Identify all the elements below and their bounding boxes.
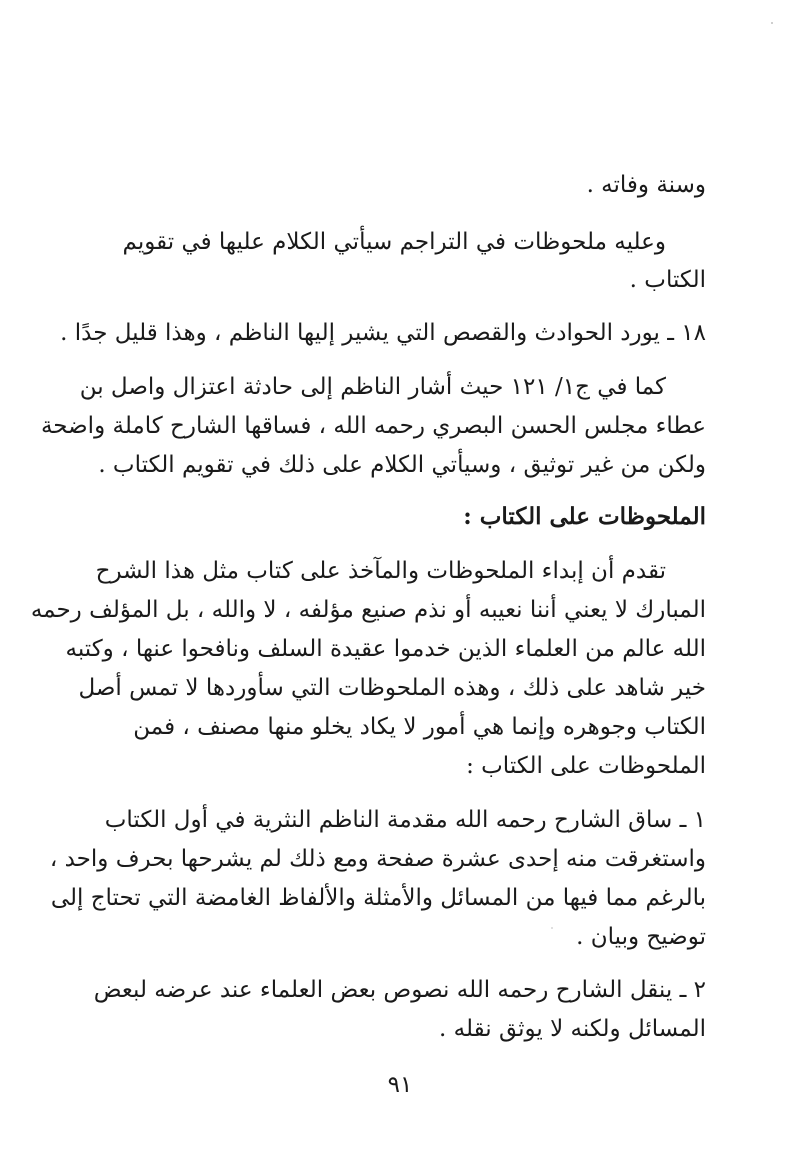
text-line: ١ ـ ساق الشارح رحمه الله مقدمة الناظم النثرية في أول الكتاب bbox=[104, 807, 706, 833]
text-line: كما في ج١/ ١٢١ حيث أشار الناظم إلى حادثة اعتزال واصل بن bbox=[79, 374, 666, 400]
text-line: وسنة وفاته . bbox=[586, 172, 706, 198]
text-line: توضيح وبيان . bbox=[576, 924, 706, 950]
page-number: ٩١ bbox=[387, 1072, 413, 1098]
text-line: وعليه ملحوظات في التراجم سيأتي الكلام عليها في تقويم bbox=[122, 229, 666, 255]
page-body bbox=[30, 0, 706, 1172]
text-line: تقدم أن إبداء الملحوظات والمآخذ على كتاب مثل هذا الشرح bbox=[95, 558, 666, 584]
text-line: خير شاهد على ذلك ، وهذه الملحوظات التي سأوردها لا تمس أصل bbox=[78, 675, 706, 701]
text-line: ١٨ ـ يورد الحوادث والقصص التي يشير إليها الناظم ، وهذا قليل جدًا . bbox=[60, 320, 706, 346]
text-line: ولكن من غير توثيق ، وسيأتي الكلام على ذلك في تقويم الكتاب . bbox=[98, 452, 706, 478]
text-line: بالرغم مما فيها من المسائل والأمثلة والألفاظ الغامضة التي تحتاج إلى bbox=[50, 885, 706, 911]
text-line: الكتاب وجوهره وإنما هي أمور لا يكاد يخلو منها مصنف ، فمن bbox=[133, 714, 706, 740]
scan-mark bbox=[771, 22, 773, 24]
text-line: عطاء مجلس الحسن البصري رحمه الله ، فساقها الشارح كاملة واضحة bbox=[40, 413, 706, 439]
text-line: المبارك لا يعني أننا نعيبه أو نذم صنيع مؤلفه ، لا والله ، بل المؤلف رحمه bbox=[30, 597, 706, 623]
text-line: واستغرقت منه إحدى عشرة صفحة ومع ذلك لم يشرحها بحرف واحد ، bbox=[49, 846, 706, 872]
section-heading: الملحوظات على الكتاب : bbox=[463, 503, 706, 530]
text-line: المسائل ولكنه لا يوثق نقله . bbox=[439, 1016, 706, 1042]
text-line: الكتاب . bbox=[629, 267, 706, 293]
text-line: الملحوظات على الكتاب : bbox=[466, 753, 706, 779]
text-line: الله عالم من العلماء الذين خدموا عقيدة السلف ونافحوا عنها ، وكتبه bbox=[65, 636, 706, 662]
text-line: ٢ ـ ينقل الشارح رحمه الله نصوص بعض العلماء عند عرضه لبعض bbox=[93, 977, 706, 1003]
